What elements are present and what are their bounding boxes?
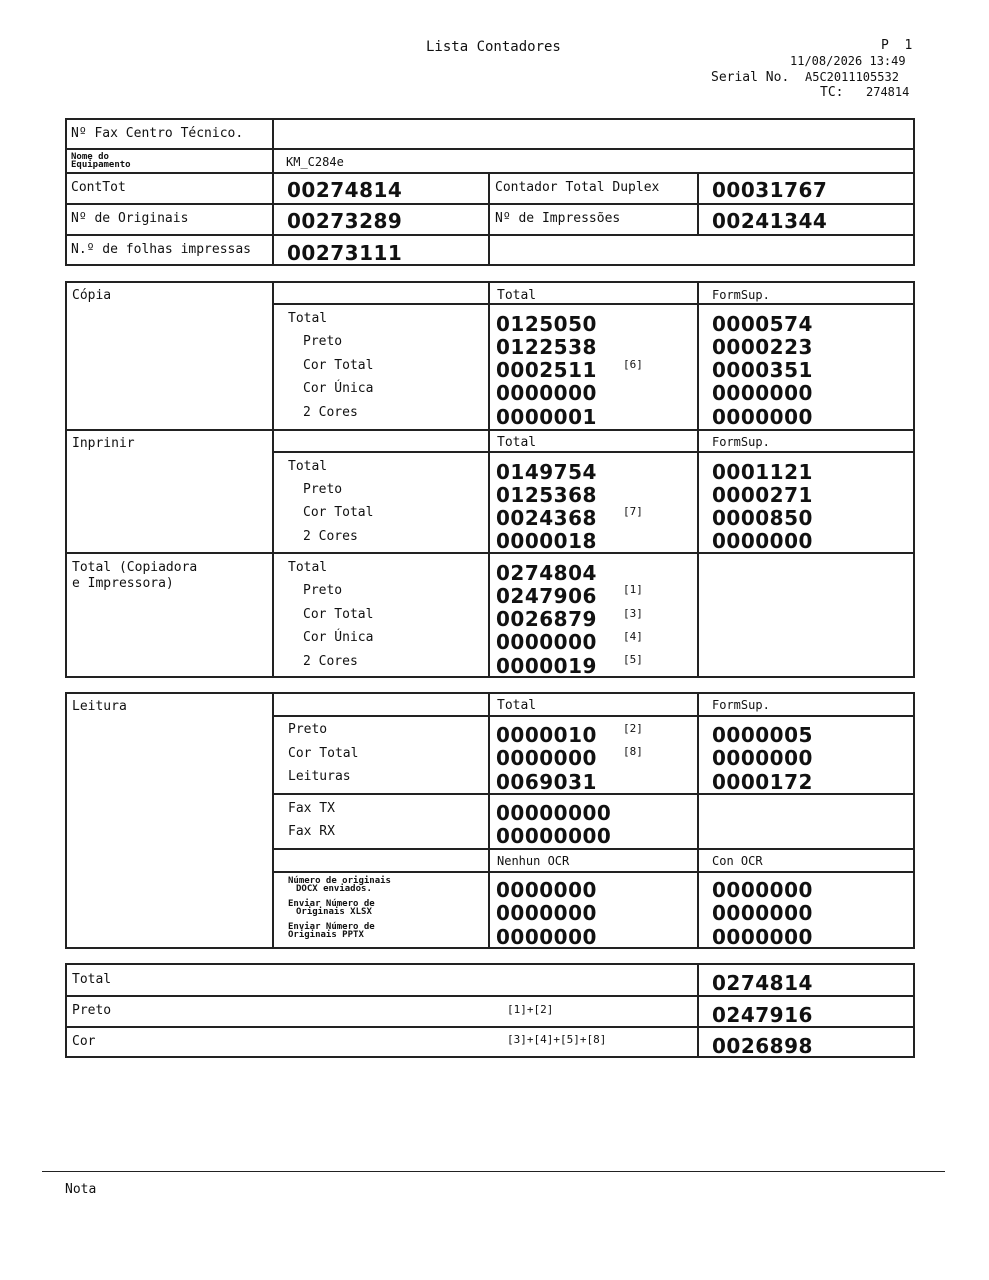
report-title: Lista Contadores <box>426 39 561 55</box>
total-cp-row-label: Total <box>288 560 328 575</box>
scan-row-total: 0069031 <box>496 770 597 794</box>
total-cp-row-label: 2 Cores <box>303 654 358 669</box>
copy-row-formsup: 0000000 <box>712 381 813 405</box>
print-row-formsup: 0000850 <box>712 506 813 530</box>
copy-row-formsup: 0000223 <box>712 335 813 359</box>
note-label: Nota <box>65 1182 97 1197</box>
print-row-total: 0149754 <box>496 460 597 484</box>
copy-row-total: 0122538 <box>496 335 597 359</box>
summary-row-value: 0274814 <box>712 971 813 995</box>
scan-col-total: Total <box>497 698 537 713</box>
impressions-label: Nº de Impressões <box>495 211 621 226</box>
scan-row-formsup: 0000000 <box>712 746 813 770</box>
originals-value: 00273289 <box>287 209 403 233</box>
total-cp-row-label: Preto <box>303 583 343 598</box>
fax-row-value: 00000000 <box>496 801 612 825</box>
scan-col-formsup: FormSup. <box>712 698 770 712</box>
total-cp-row-total: 0026879 <box>496 607 597 631</box>
total-cp-row-label: Cor Única <box>303 630 374 645</box>
copy-row-formsup: 0000000 <box>712 405 813 429</box>
summary-row-value: 0026898 <box>712 1034 813 1058</box>
summary-row-label: Cor <box>72 1034 96 1049</box>
total-cp-row-total: 0274804 <box>496 561 597 585</box>
tc-value: 274814 <box>866 85 910 99</box>
ocr-row-with: 0000000 <box>712 878 813 902</box>
print-col-formsup: FormSup. <box>712 435 770 449</box>
copy-col-formsup: FormSup. <box>712 288 770 302</box>
ocr-row-label-1: Enviar Número de <box>288 899 375 909</box>
copy-row-total: 0125050 <box>496 312 597 336</box>
copy-col-total: Total <box>497 288 537 303</box>
printed-sheets-label: N.º de folhas impressas <box>71 242 252 257</box>
total-cp-row-total: 0000019 <box>496 654 597 678</box>
scan-row-total: 0000010 <box>496 723 597 747</box>
printed-sheets-value: 00273111 <box>287 241 403 265</box>
ocr-col-with: Con OCR <box>712 854 763 868</box>
copy-row-total: 0002511 <box>496 358 597 382</box>
print-row-label: Total <box>288 459 328 474</box>
scan-row-formsup: 0000172 <box>712 770 813 794</box>
print-row-total: 0125368 <box>496 483 597 507</box>
total-cp-label-2: e Impressora) <box>72 576 174 591</box>
copy-row-label: 2 Cores <box>303 405 358 420</box>
copy-row-label: Total <box>288 311 328 326</box>
ocr-row-label-2: Originais PPTX <box>288 930 364 940</box>
fax-row-label: Fax TX <box>288 801 335 816</box>
conttot-value: 00274814 <box>287 178 403 202</box>
page-number: P 1 <box>881 38 913 53</box>
scan-row-ref: [8] <box>623 745 643 758</box>
scan-row-label: Leituras <box>288 769 351 784</box>
print-col-total: Total <box>497 435 537 450</box>
print-row-label: Preto <box>303 482 343 497</box>
ocr-row-none: 0000000 <box>496 901 597 925</box>
serial-number: A5C2011105532 <box>805 70 899 84</box>
total-cp-row-ref: [1] <box>623 583 643 596</box>
conttot-label: ContTot <box>71 180 126 195</box>
total-cp-row-total: 0247906 <box>496 584 597 608</box>
total-cp-row-ref: [4] <box>623 630 643 643</box>
copy-row-total: 0000000 <box>496 381 597 405</box>
equipment-name-label-1: Nome do <box>71 152 109 162</box>
impressions-value: 00241344 <box>712 209 828 233</box>
serial-label: Serial No. <box>711 70 790 85</box>
scan-row-total: 0000000 <box>496 746 597 770</box>
summary-row-label: Total <box>72 972 112 987</box>
print-row-formsup: 0000000 <box>712 529 813 553</box>
summary-row-formula: [3]+[4]+[5]+[8] <box>507 1033 607 1046</box>
ocr-row-label-2: Originais XLSX <box>296 907 372 917</box>
summary-row-label: Preto <box>72 1003 112 1018</box>
print-row-ref: [7] <box>623 505 643 518</box>
scan-row-label: Preto <box>288 722 328 737</box>
duplex-label: Contador Total Duplex <box>495 180 660 195</box>
ocr-row-label-2: DOCX enviados. <box>296 884 372 894</box>
footer-divider <box>42 1171 945 1172</box>
tc-label: TC: <box>820 85 844 100</box>
scan-row-ref: [2] <box>623 722 643 735</box>
ocr-row-label-1: Número de originais <box>288 876 391 886</box>
ocr-row-none: 0000000 <box>496 878 597 902</box>
copy-row-formsup: 0000574 <box>712 312 813 336</box>
fax-center-label: Nº Fax Centro Técnico. <box>71 126 244 141</box>
scan-row-label: Cor Total <box>288 746 359 761</box>
duplex-value: 00031767 <box>712 178 828 202</box>
scan-row-formsup: 0000005 <box>712 723 813 747</box>
copy-row-label: Cor Única <box>303 381 374 396</box>
equipment-name-label-2: Equipamento <box>71 160 131 170</box>
copy-section-label: Cópia <box>72 288 112 303</box>
print-row-total: 0024368 <box>496 506 597 530</box>
summary-row-formula: [1]+[2] <box>507 1003 554 1016</box>
total-cp-row-ref: [5] <box>623 653 643 666</box>
ocr-row-with: 0000000 <box>712 925 813 949</box>
print-row-label: 2 Cores <box>303 529 358 544</box>
print-section-label: Inprinir <box>72 436 135 451</box>
print-row-label: Cor Total <box>303 505 374 520</box>
copy-row-formsup: 0000351 <box>712 358 813 382</box>
ocr-row-label-1: Enviar Número de <box>288 922 375 932</box>
ocr-row-with: 0000000 <box>712 901 813 925</box>
print-datetime: 11/08/2026 13:49 <box>790 54 906 68</box>
scan-section-label: Leitura <box>72 699 127 714</box>
fax-row-label: Fax RX <box>288 824 335 839</box>
ocr-col-none: Nenhun OCR <box>497 854 570 868</box>
total-cp-row-total: 0000000 <box>496 630 597 654</box>
print-row-formsup: 0000271 <box>712 483 813 507</box>
ocr-row-none: 0000000 <box>496 925 597 949</box>
copy-row-total: 0000001 <box>496 405 597 429</box>
fax-row-value: 00000000 <box>496 824 612 848</box>
total-cp-row-label: Cor Total <box>303 607 374 622</box>
copy-row-label: Preto <box>303 334 343 349</box>
summary-row-value: 0247916 <box>712 1003 813 1027</box>
print-row-total: 0000018 <box>496 529 597 553</box>
copy-row-label: Cor Total <box>303 358 374 373</box>
originals-label: Nº de Originais <box>71 211 189 226</box>
total-cp-label-1: Total (Copiadora <box>72 560 198 575</box>
print-row-formsup: 0001121 <box>712 460 813 484</box>
equipment-name-value: KM_C284e <box>286 155 344 169</box>
copy-row-ref: [6] <box>623 358 643 371</box>
total-cp-row-ref: [3] <box>623 607 643 620</box>
